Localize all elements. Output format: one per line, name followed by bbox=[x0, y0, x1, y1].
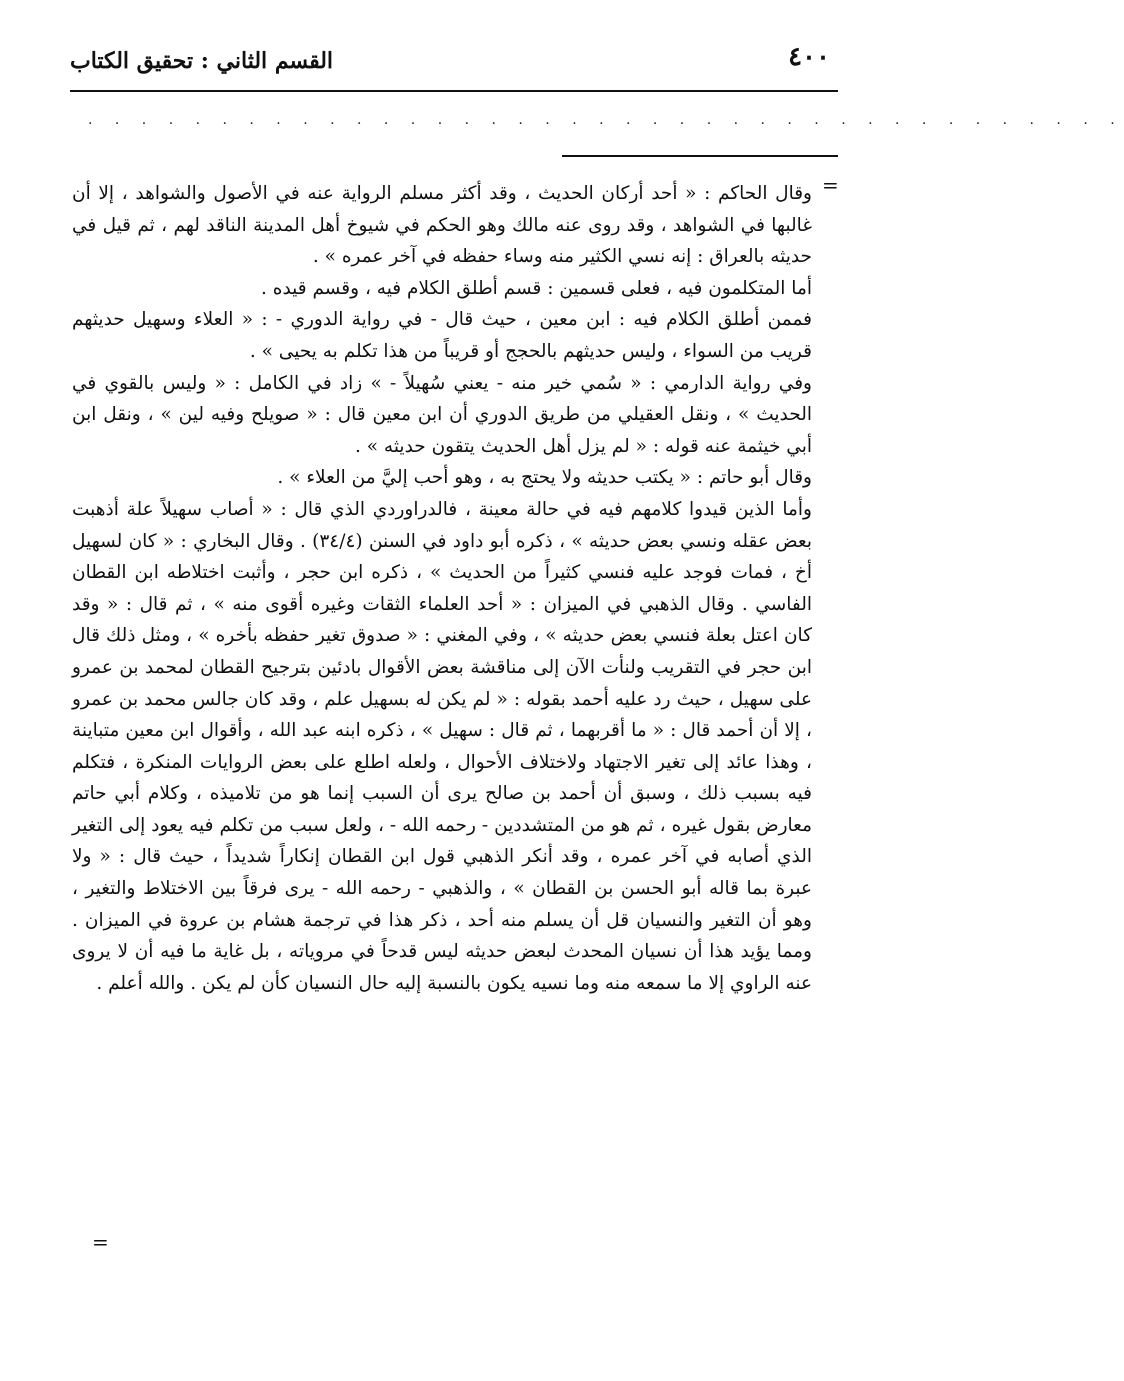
footnote-paragraph: وقال الحاكم : « أحد أركان الحديث ، وقد أكثر مسلم الرواية عنه في الأصول والشواهد ، إلا أن غالبها في الشواهد ، وقد روى عنه مالك وهو الحكم في شيوخ أهل المدينة الناقد لهم ، ثم قيل في حديثه بالعراق : إنه نسي الكثير منه وساء حفظه في آخر عمره » . bbox=[72, 183, 812, 268]
footnote-separator bbox=[562, 155, 838, 157]
ellipsis-dots: . . . . . . . . . . . . . . . . . . . . . . . . . . . . . . . . . . . . . . . bbox=[88, 112, 1124, 128]
continuation-mark-bottom: = bbox=[92, 1230, 109, 1254]
footnote-paragraph: وأما الذين قيدوا كلامهم فيه في حالة معينة ، فالدراوردي الذي قال : « أصاب سهيلاً علة أذهبت بعض عقله ونسي بعض حديثه » ، ذكره أبو داود في السنن (٣٤/٤) . وقال البخاري : « كان لسهيل أخ ، فمات فوجد عليه فنسي كثيراً من الحديث » ، ذكره ابن حجر ، وأثبت اختلاطه ابن القطان الفاسي . وقال الذهبي في الميزان : « أحد العلماء الثقات وغيره أقوى منه » ، ثم قال : « وقد كان اعتل بعلة فنسي بعض حديثه » ، وفي المغني : « صدوق تغير حفظه بأخره » ، ومثل ذلك قال ابن حجر في التقريب ولنأت الآن إلى مناقشة بعض الأقوال بادئين بترجيح القطان لمحمد بن عمرو على سهيل ، حيث رد عليه أحمد بقوله : « لم يكن له بسهيل علم ، وقد كان جالس محمد بن عمرو ، إلا أن أحمد قال : « ما أقربهما ، ثم قال : سهيل » ، ذكره ابنه عبد الله ، وأقوال ابن معين متباينة ، وهذا عائد إلى تغير الاجتهاد ولاختلاف الأحوال ، ولعله اطلع على بعض الروايات المنكرة ، فتكلم فيه بسبب ذلك ، وسبق أن أحمد بن صالح يرى أن السبب إنما هو من تلاميذه ، وكلام أبي حاتم معارض بقول غيره ، ثم هو من المتشددين - رحمه الله - ، ولعل سبب من تكلم فيه يعود إلى التغير الذي أصابه في آخر عمره ، وقد أنكر الذهبي قول ابن القطان إنكاراً شديداً ، حيث قال : « ولا عبرة بما قاله أبو الحسن بن القطان » ، والذهبي - رحمه الله - يرى فرقاً بين الاختلاط والتغير ، وهو أن التغير والنسيان قل أن يسلم منه أحد ، ذكر هذا في ترجمة هشام بن عروة في الميزان . ومما يؤيد هذا أن نسيان المحدث لبعض حديثه ليس قدحاً في مروياته ، بل غاية ما فيه أن لا يروى عنه الراوي إلا ما سمعه منه وما نسيه يكون بالنسبة إليه حال النسيان كأن لم يكن . والله أعلم . bbox=[72, 498, 812, 994]
page-number: ٤٠٠ bbox=[788, 42, 830, 72]
running-title: القسم الثاني : تحقيق الكتاب bbox=[70, 48, 334, 74]
page-header bbox=[70, 40, 840, 90]
footnote-paragraph: وقال أبو حاتم : « يكتب حديثه ولا يحتج به ، وهو أحب إليَّ من العلاء » . bbox=[277, 467, 812, 489]
continuation-mark-top: = bbox=[822, 173, 839, 197]
footnote-paragraph: فممن أطلق الكلام فيه : ابن معين ، حيث قال - في رواية الدوري - : « العلاء وسهيل حديثهم قريب من السواء ، وليس حديثهم بالحجج أو قريباً من هذا تكلم به يحيى » . bbox=[72, 309, 812, 362]
footnote-paragraph: وفي رواية الدارمي : « سُمي خير منه - يعني سُهيلاً - » زاد في الكامل : « وليس بالقوي في الحديث » ، ونقل العقيلي من طريق الدوري أن ابن معين قال : « صويلح وفيه لين » ، ونقل ابن أبي خيثمة عنه قوله : « لم يزل أهل الحديث يتقون حديثه » . bbox=[72, 372, 812, 457]
footnote-text bbox=[72, 178, 812, 999]
footnote-paragraph: أما المتكلمون فيه ، فعلى قسمين : قسم أطلق الكلام فيه ، وقسم قيده . bbox=[261, 277, 812, 299]
header-rule bbox=[70, 90, 838, 92]
